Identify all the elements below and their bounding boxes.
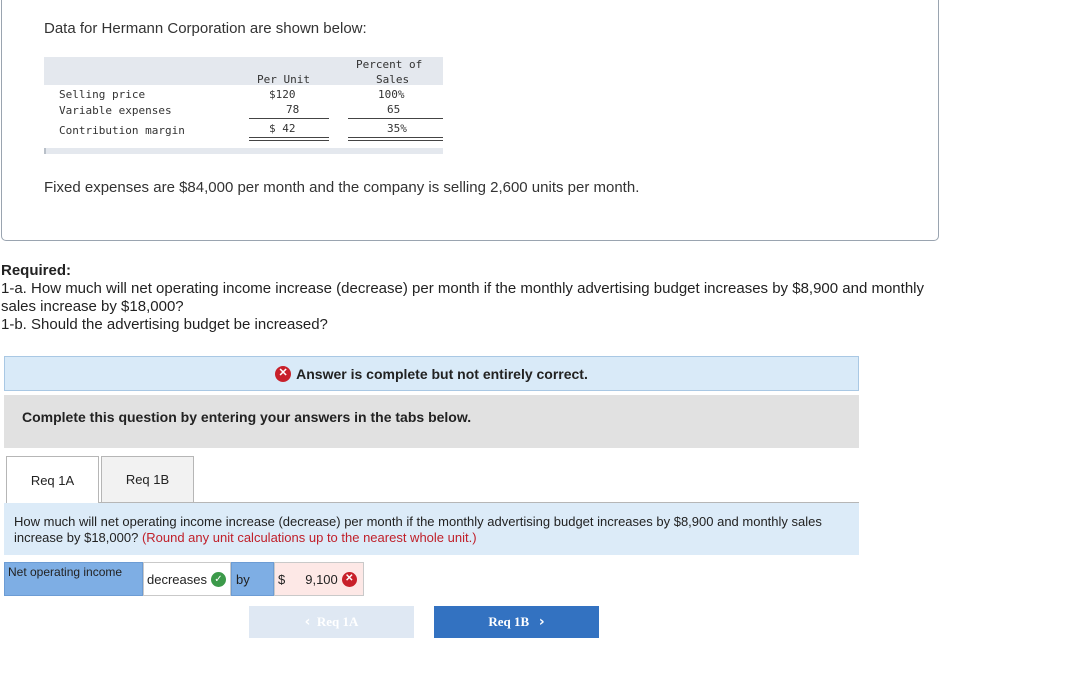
tab-req-1a[interactable] [6,456,99,504]
table-footer-band [44,148,443,154]
row-value-selling-price: $120 [269,88,296,101]
required-1b: 1-b. Should the advertising budget be increased? [1,316,328,333]
tab-req-1b[interactable] [101,456,194,503]
header-percent-line1: Percent of [356,58,423,71]
chevron-left-icon: ‹ [304,614,311,630]
next-req-1b-button[interactable] [434,606,599,638]
answer-status-text: Answer is complete but not entirely correct. [296,365,588,382]
net-operating-income-label: Net operating income [4,562,143,596]
tab-req-1a-label: Req 1A [30,473,75,488]
answer-status-banner [4,356,859,391]
question-panel [4,503,859,555]
rule-percent [348,118,443,119]
direction-value: decreases [147,571,207,587]
row-value-variable-expenses: 78 [286,103,300,116]
header-percent-line2: Sales [376,73,410,86]
header-per-unit: Per Unit [257,73,310,86]
row-label-selling-price: Selling price [59,88,146,101]
financial-table [44,57,443,155]
intro-text: Data for Hermann Corporation are shown below: [44,20,367,37]
double-rule-per-unit [249,137,329,141]
panel-question-text: How much will net operating income increase (decrease) per month if the monthly advertising budget increases by $8,900 and monthly sales increase by $18,000? [14,514,822,545]
tab-req-1b-label: Req 1B [125,472,170,487]
prev-button-label: Req 1A [316,614,359,629]
rule-per-unit [249,118,329,119]
by-label: by [231,562,274,596]
currency-symbol: $ [278,571,286,587]
row-pct-variable-expenses: 65 [387,103,401,116]
next-button-label: Req 1B [488,614,530,629]
direction-select[interactable] [143,562,231,596]
amount-value: 9,100 [305,571,338,587]
chevron-right-icon: › [538,614,545,630]
double-rule-percent [348,137,443,141]
panel-hint: (Round any unit calculations up to the nearest whole unit.) [141,530,477,545]
row-label-contribution-margin: Contribution margin [59,124,185,137]
required-heading: Required: [1,262,72,279]
instructions-text: Complete this question by entering your answers in the tabs below. [22,409,472,425]
row-label-variable-expenses: Variable expenses [59,104,172,117]
fixed-expenses-text: Fixed expenses are $84,000 per month and the company is selling 2,600 units per month. [44,179,640,196]
row-value-contribution-margin: $ 42 [269,122,296,135]
amount-input[interactable] [274,562,364,596]
x-circle-icon: ✕ [275,366,291,382]
required-section [1,262,931,334]
x-circle-icon: ✕ [342,572,357,587]
row-pct-selling-price: 100% [378,88,405,101]
check-circle-icon: ✓ [211,572,226,587]
prev-req-1a-button[interactable] [249,606,414,638]
row-pct-contribution-margin: 35% [387,122,407,135]
required-1a: 1-a. How much will net operating income increase (decrease) per month if the monthly advertising budget increases by $8,900 and monthly sales increase by $18,000? [1,280,924,315]
instructions-bar [4,395,859,448]
